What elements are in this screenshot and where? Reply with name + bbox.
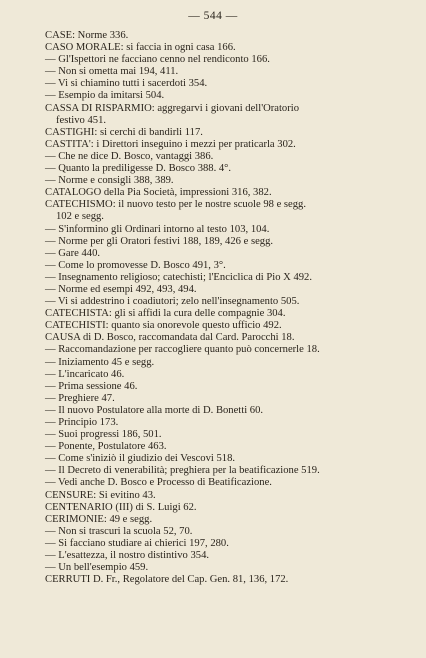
index-entry: CASSA DI RISPARMIO: aggregarvi i giovani dell'Oratorio (45, 102, 299, 114)
index-entry: — Vi si addestrino i coadiutori; zelo nell'insegnamento 505. (45, 296, 300, 308)
index-entry: — Preghiere 47. (45, 392, 115, 404)
index-entry: — Un bell'esempio 459. (45, 562, 149, 574)
index-entry: — Non si ometta mai 194, 411. (45, 66, 179, 78)
page-number: — 544 — (188, 10, 238, 22)
index-entry: CAUSA di D. Bosco, raccomandata dal Card. Parocchi 18. (45, 332, 295, 344)
index-entry: CASTIGHI: si cerchi di bandirli 117. (45, 126, 203, 138)
index-entry: CATECHISTA: gli si affidi la cura delle compagnie 304. (45, 308, 286, 320)
index-entry: — Raccomandazione per raccogliere quanto può concernerle 18. (45, 344, 320, 356)
index-entry: — Suoi progressi 186, 501. (45, 429, 162, 441)
index-entry: — Il nuovo Postulatore alla morte di D. Bonetti 60. (45, 404, 264, 416)
index-entry: CASTITA': i Direttori inseguino i mezzi per praticarla 302. (45, 138, 296, 150)
index-entry: — Gare 440. (45, 247, 101, 259)
index-entry: — L'incaricato 46. (45, 368, 125, 380)
index-entry: CENTENARIO (III) di S. Luigi 62. (45, 501, 197, 513)
index-entry: — Vedi anche D. Bosco e Processo di Beatificazione. (45, 477, 272, 489)
index-entry: — Non si trascuri la scuola 52, 70. (45, 525, 193, 537)
index-entry: — Norme per gli Oratori festivi 188, 189, 426 e segg. (45, 235, 274, 247)
index-entry: CERIMONIE: 49 e segg. (45, 513, 153, 525)
index-entry: CASO MORALE: si faccia in ogni casa 166. (45, 42, 236, 54)
index-entry: — Vi si chiamino tutti i sacerdoti 354. (45, 78, 208, 90)
index-entry: — L'esattezza, il nostro distintivo 354. (45, 550, 210, 562)
index-entry: — Gl'Ispettori ne facciano cenno nel rendiconto 166. (45, 54, 270, 66)
index-entry: — Insegnamento religioso; catechisti; l'Enciclica di Pio X 492. (45, 271, 312, 283)
index-entry: — Si facciano studiare ai chierici 197, 280. (45, 537, 229, 549)
index-entry: — Principio 173. (45, 417, 119, 428)
index-entry: — Come lo promovesse D. Bosco 491, 3°. (45, 259, 226, 271)
index-entry: — Quanto la prediligesse D. Bosco 388. 4°. (45, 163, 232, 175)
index-entry: — Esempio da imitarsi 504. (45, 90, 165, 102)
index-entry: — S'informino gli Ordinari intorno al testo 103, 104. (45, 223, 270, 235)
index-entry: CATALOGO della Pia Società, impressioni 316, 382. (45, 187, 272, 199)
index-entry: — Come s'iniziò il giudizio dei Vescovi 518. (45, 453, 236, 465)
index-entry: — Che ne dice D. Bosco, vantaggi 386. (45, 150, 214, 162)
index-entries (45, 30, 405, 586)
index-entry: — Norme ed esempi 492, 493, 494. (45, 283, 197, 295)
index-entry: CATECHISTI: quanto sia onorevole questo ufficio 492. (45, 320, 282, 332)
index-entry: — Iniziamento 45 e segg. (45, 356, 155, 368)
index-entry: — Norme e consigli 388, 389. (45, 175, 174, 187)
index-entry: CERRUTI D. Fr., Regolatore del Cap. Gen. 81, 136, 172. (45, 574, 289, 586)
index-entry: CASE: Norme 336. (45, 30, 129, 41)
index-entry-continuation: festivo 451. (56, 114, 107, 126)
index-entry: CATECHISMO: il nuovo testo per le nostre scuole 98 e segg. (45, 199, 306, 211)
index-entry: — Prima sessione 46. (45, 380, 138, 392)
index-entry-continuation: 102 e segg. (56, 211, 104, 223)
index-entry: — Il Decreto di venerabilità; preghiera per la beatificazione 519. (45, 465, 320, 477)
index-entry: CENSURE: Si evitino 43. (45, 489, 156, 501)
index-entry: — Ponente, Postulatore 463. (45, 441, 167, 453)
